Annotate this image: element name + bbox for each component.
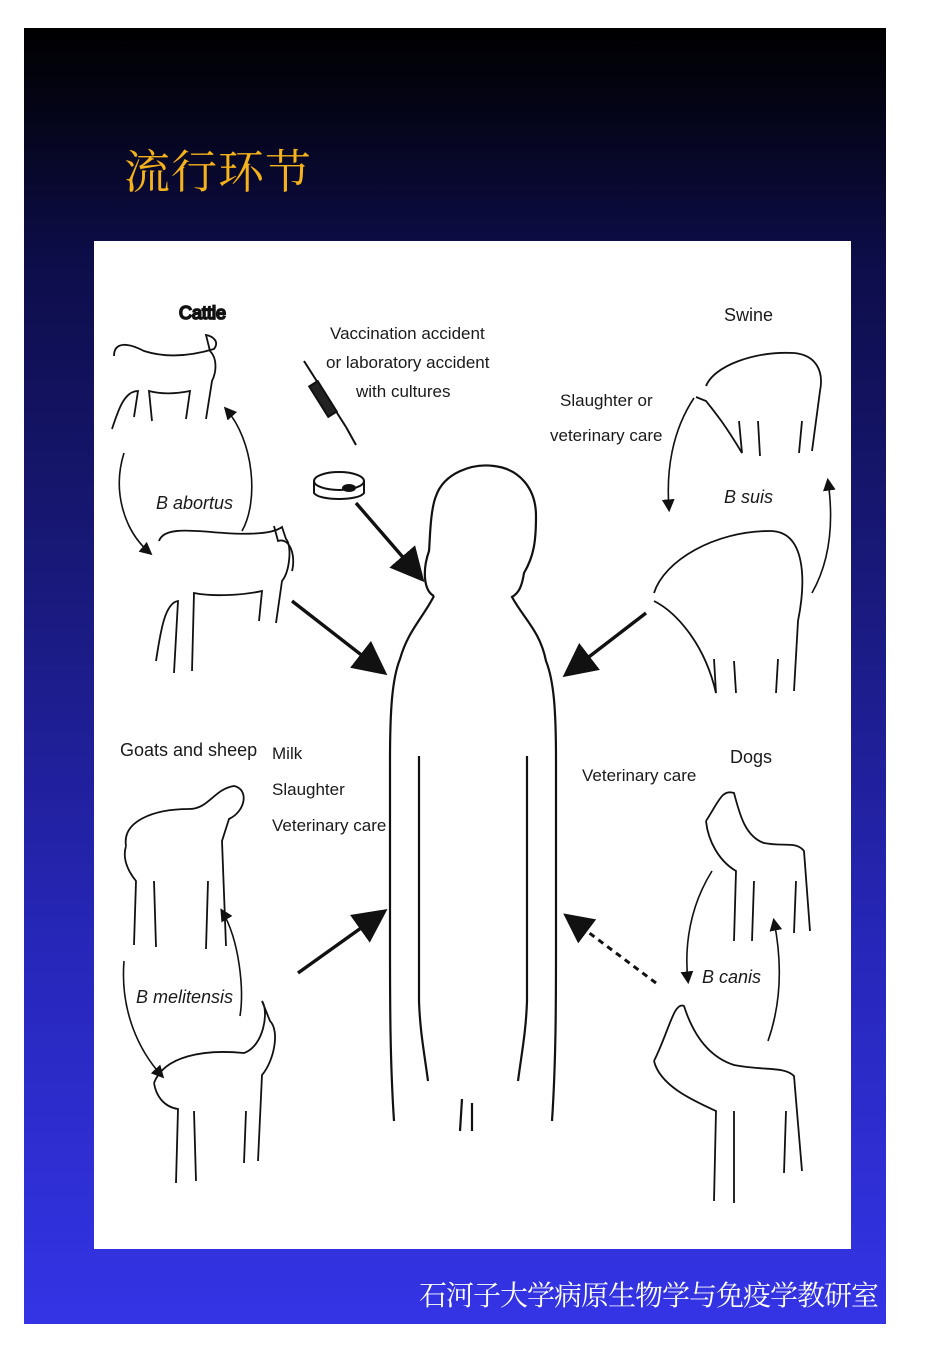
swine-route-line-2: veterinary care: [550, 426, 663, 445]
dogs-route-label: Veterinary care: [582, 766, 697, 785]
transmission-diagram: [94, 241, 851, 1249]
syringe-icon: [304, 361, 356, 445]
dogs-species-label: B canis: [702, 967, 762, 987]
cattle-species-label: B abortus: [156, 493, 234, 513]
goats-route-line-3: Veterinary care: [272, 816, 387, 835]
swine-bottom-icon: [654, 531, 802, 693]
lab-accident-line-2: or laboratory accident: [326, 353, 490, 372]
dog-top-icon: [706, 792, 810, 941]
dogs-label: Dogs: [730, 747, 773, 767]
diagram-panel: [94, 241, 851, 1249]
cattle-label: Cattle: [179, 303, 227, 323]
swine-top-icon: [696, 353, 821, 456]
goats-species-label: B melitensis: [136, 987, 234, 1007]
sheep-icon: [125, 786, 244, 949]
swine-route-line-1: Slaughter or: [560, 391, 653, 410]
goats-route-line-1: Milk: [272, 744, 303, 763]
lab-accident-line-3: with cultures: [356, 382, 451, 401]
lab-accident-line-1: Vaccination accident: [330, 324, 485, 343]
swine-species-label: B suis: [724, 487, 774, 507]
goats-route-line-2: Slaughter: [272, 780, 345, 799]
swine-label: Swine: [724, 305, 774, 325]
petri-dish-icon: [314, 472, 364, 499]
goats-sheep-label: Goats and sheep: [120, 740, 258, 760]
slide-footer: 石河子大学病原生物学与免疫学教研室: [418, 1279, 878, 1312]
goat-icon: [154, 1001, 275, 1183]
dog-bottom-icon: [654, 1005, 802, 1203]
human-silhouette: [390, 465, 556, 1131]
slide: [24, 28, 886, 1324]
cattle-top-icon: [112, 303, 226, 429]
slide-title: 流行环节: [124, 145, 312, 199]
cattle-bottom-icon: [156, 526, 293, 673]
